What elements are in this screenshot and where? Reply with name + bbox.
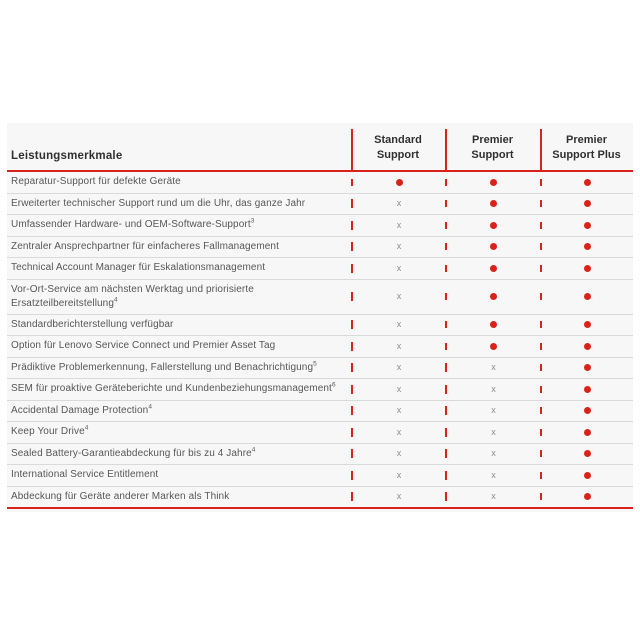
value-cell-premier-support (445, 321, 540, 328)
table-row (7, 422, 633, 444)
feature-label-cell (7, 172, 351, 192)
not-included-x-mark: x (396, 291, 402, 301)
value-cell-standard-support (351, 406, 445, 415)
feature-label-cell (7, 444, 351, 464)
feature-label: Erweiterter technischer Support rund um die Uhr, das ganze Jahr (11, 197, 306, 209)
included-dot-icon (584, 265, 591, 272)
value-cell-premier-support-plus (540, 321, 633, 328)
value-cell-standard-support (351, 428, 445, 437)
included-dot-icon (584, 343, 591, 350)
value-cell-standard-support (351, 385, 445, 394)
table-row (7, 315, 633, 337)
table-row (7, 172, 633, 194)
value-cell-premier-support (445, 492, 540, 501)
value-cell-standard-support (351, 292, 445, 301)
not-included-x-mark: x (491, 362, 496, 373)
value-cell-premier-support-plus (540, 343, 633, 350)
not-included-x-mark: x (491, 491, 496, 501)
not-included-x-mark: x (396, 262, 402, 273)
not-included-x-mark: x (396, 198, 402, 209)
feature-column-header: Leistungsmerkmale (11, 150, 123, 162)
value-cell-standard-support (351, 221, 445, 230)
feature-label-cell (7, 379, 351, 399)
included-dot-icon (584, 472, 591, 479)
table-header-row (7, 123, 633, 172)
not-included-x-mark: x (396, 383, 402, 394)
column-header-premier-support-plus (540, 123, 633, 170)
value-cell-standard-support (351, 449, 445, 458)
feature-label: Umfassender Hardware- und OEM-Software-Support (11, 219, 251, 231)
not-included-x-mark: x (396, 219, 402, 230)
included-dot-icon (584, 200, 591, 207)
footnote-superscript: 4 (84, 424, 89, 432)
value-cell-premier-support (445, 471, 540, 480)
table-row (7, 465, 633, 487)
column-header-line2: Support (471, 149, 514, 161)
feature-label: Vor-Ort-Service am nächsten Werktag und priorisierte Ersatzteilbereitstellung (11, 283, 254, 309)
included-dot-icon (584, 450, 591, 457)
value-cell-premier-support (445, 293, 540, 300)
feature-label-cell (7, 258, 351, 278)
included-dot-icon (584, 179, 591, 186)
value-cell-standard-support (351, 264, 445, 273)
included-dot-icon (584, 493, 591, 500)
included-dot-icon (396, 179, 403, 186)
included-dot-icon (584, 321, 591, 328)
value-cell-standard-support (351, 199, 445, 208)
column-header-line1: Standard (374, 134, 422, 146)
value-cell-premier-support (445, 449, 540, 458)
not-included-x-mark: x (396, 319, 402, 330)
included-dot-icon (584, 222, 591, 229)
included-dot-icon (584, 364, 591, 371)
feature-label: Zentraler Ansprechpartner für einfacheres Fallmanagement (11, 240, 279, 252)
included-dot-icon (584, 407, 591, 414)
not-included-x-mark: x (396, 469, 402, 480)
feature-label-cell (7, 237, 351, 257)
value-cell-standard-support (351, 242, 445, 251)
support-comparison-table (7, 123, 633, 512)
feature-label: Abdeckung für Geräte anderer Marken als Think (11, 490, 230, 502)
value-cell-premier-support-plus (540, 179, 633, 186)
column-header-line1: Premier (472, 134, 513, 146)
column-header-standard-support (351, 123, 445, 170)
feature-label-cell (7, 215, 351, 235)
not-included-x-mark: x (396, 426, 402, 437)
value-cell-premier-support (445, 385, 540, 394)
included-dot-icon (490, 200, 497, 207)
not-included-x-mark: x (396, 340, 402, 351)
feature-label-cell (7, 465, 351, 485)
value-cell-premier-support (445, 343, 540, 350)
value-cell-standard-support (351, 492, 445, 501)
value-cell-premier-support (445, 428, 540, 437)
value-cell-standard-support (351, 320, 445, 329)
footnote-superscript: 6 (331, 381, 336, 389)
not-included-x-mark: x (491, 383, 496, 394)
table-row (7, 444, 633, 466)
value-cell-standard-support (351, 471, 445, 480)
feature-label: Standardberichterstellung verfügbar (11, 318, 174, 330)
feature-label: SEM für proaktive Geräteberichte und Kundenbeziehungsmanagement (11, 383, 332, 395)
value-cell-premier-support-plus (540, 243, 633, 250)
not-included-x-mark: x (491, 469, 496, 480)
feature-label-cell (7, 280, 351, 314)
feature-label: Prädiktive Problemerkennung, Fallerstellung und Benachrichtigung (11, 361, 314, 373)
included-dot-icon (490, 222, 497, 229)
table-row (7, 401, 633, 423)
not-included-x-mark: x (396, 491, 402, 501)
value-cell-premier-support-plus (540, 450, 633, 457)
feature-label: Reparatur-Support für defekte Geräte (11, 176, 181, 188)
feature-label: Option für Lenovo Service Connect und Premier Asset Tag (11, 340, 276, 352)
feature-label-cell (7, 194, 351, 214)
value-cell-premier-support-plus (540, 472, 633, 479)
included-dot-icon (584, 293, 591, 300)
value-cell-premier-support-plus (540, 364, 633, 371)
not-included-x-mark: x (491, 448, 496, 459)
feature-label: Technical Account Manager für Eskalationsmanagement (11, 262, 266, 274)
value-cell-premier-support (445, 179, 540, 186)
feature-label-cell (7, 487, 351, 507)
feature-label: Accidental Damage Protection (11, 404, 149, 416)
included-dot-icon (584, 429, 591, 436)
table-row (7, 487, 633, 509)
not-included-x-mark: x (396, 405, 402, 416)
included-dot-icon (490, 179, 497, 186)
value-cell-premier-support-plus (540, 407, 633, 414)
value-cell-standard-support (351, 363, 445, 372)
feature-label-cell (7, 401, 351, 421)
footnote-superscript: 5 (313, 360, 317, 368)
included-dot-icon (584, 386, 591, 393)
included-dot-icon (584, 243, 591, 250)
feature-label-cell (7, 336, 351, 356)
value-cell-premier-support-plus (540, 293, 633, 300)
included-dot-icon (490, 321, 497, 328)
footnote-superscript: 4 (114, 296, 118, 304)
table-body (7, 172, 633, 509)
table-row (7, 379, 633, 401)
value-cell-standard-support (351, 342, 445, 351)
value-cell-premier-support (445, 222, 540, 229)
included-dot-icon (490, 293, 497, 300)
value-cell-standard-support (351, 179, 445, 186)
footnote-superscript: 3 (250, 217, 255, 225)
included-dot-icon (490, 265, 497, 272)
table-row (7, 215, 633, 237)
value-cell-premier-support (445, 200, 540, 207)
value-cell-premier-support (445, 363, 540, 372)
column-header-line2: Support (376, 149, 420, 161)
value-cell-premier-support-plus (540, 386, 633, 393)
not-included-x-mark: x (396, 362, 402, 373)
value-cell-premier-support-plus (540, 222, 633, 229)
value-cell-premier-support (445, 243, 540, 250)
table-row (7, 258, 633, 280)
table-row (7, 194, 633, 216)
value-cell-premier-support (445, 406, 540, 415)
value-cell-premier-support-plus (540, 265, 633, 272)
not-included-x-mark: x (396, 448, 402, 459)
not-included-x-mark: x (396, 241, 402, 252)
not-included-x-mark: x (491, 426, 496, 437)
table-row (7, 358, 633, 380)
feature-label: Sealed Battery-Garantieabdeckung für bis zu 4 Jahre (11, 447, 252, 459)
value-cell-premier-support (445, 265, 540, 272)
included-dot-icon (490, 343, 497, 350)
feature-label-cell (7, 358, 351, 378)
value-cell-premier-support-plus (540, 493, 633, 500)
included-dot-icon (490, 243, 497, 250)
feature-label: Keep Your Drive (11, 426, 85, 438)
footnote-superscript: 4 (251, 446, 256, 454)
feature-label-cell (7, 315, 351, 335)
table-row (7, 280, 633, 315)
table-row (7, 237, 633, 259)
not-included-x-mark: x (491, 405, 496, 416)
value-cell-premier-support-plus (540, 200, 633, 207)
footnote-superscript: 4 (148, 403, 153, 411)
feature-label: International Service Entitlement (11, 469, 159, 481)
table-row (7, 336, 633, 358)
column-header-premier-support (445, 123, 540, 170)
value-cell-premier-support-plus (540, 429, 633, 436)
column-header-line2: Support Plus (552, 149, 621, 161)
column-header-line1: Premier (566, 134, 607, 146)
feature-label-cell (7, 422, 351, 442)
